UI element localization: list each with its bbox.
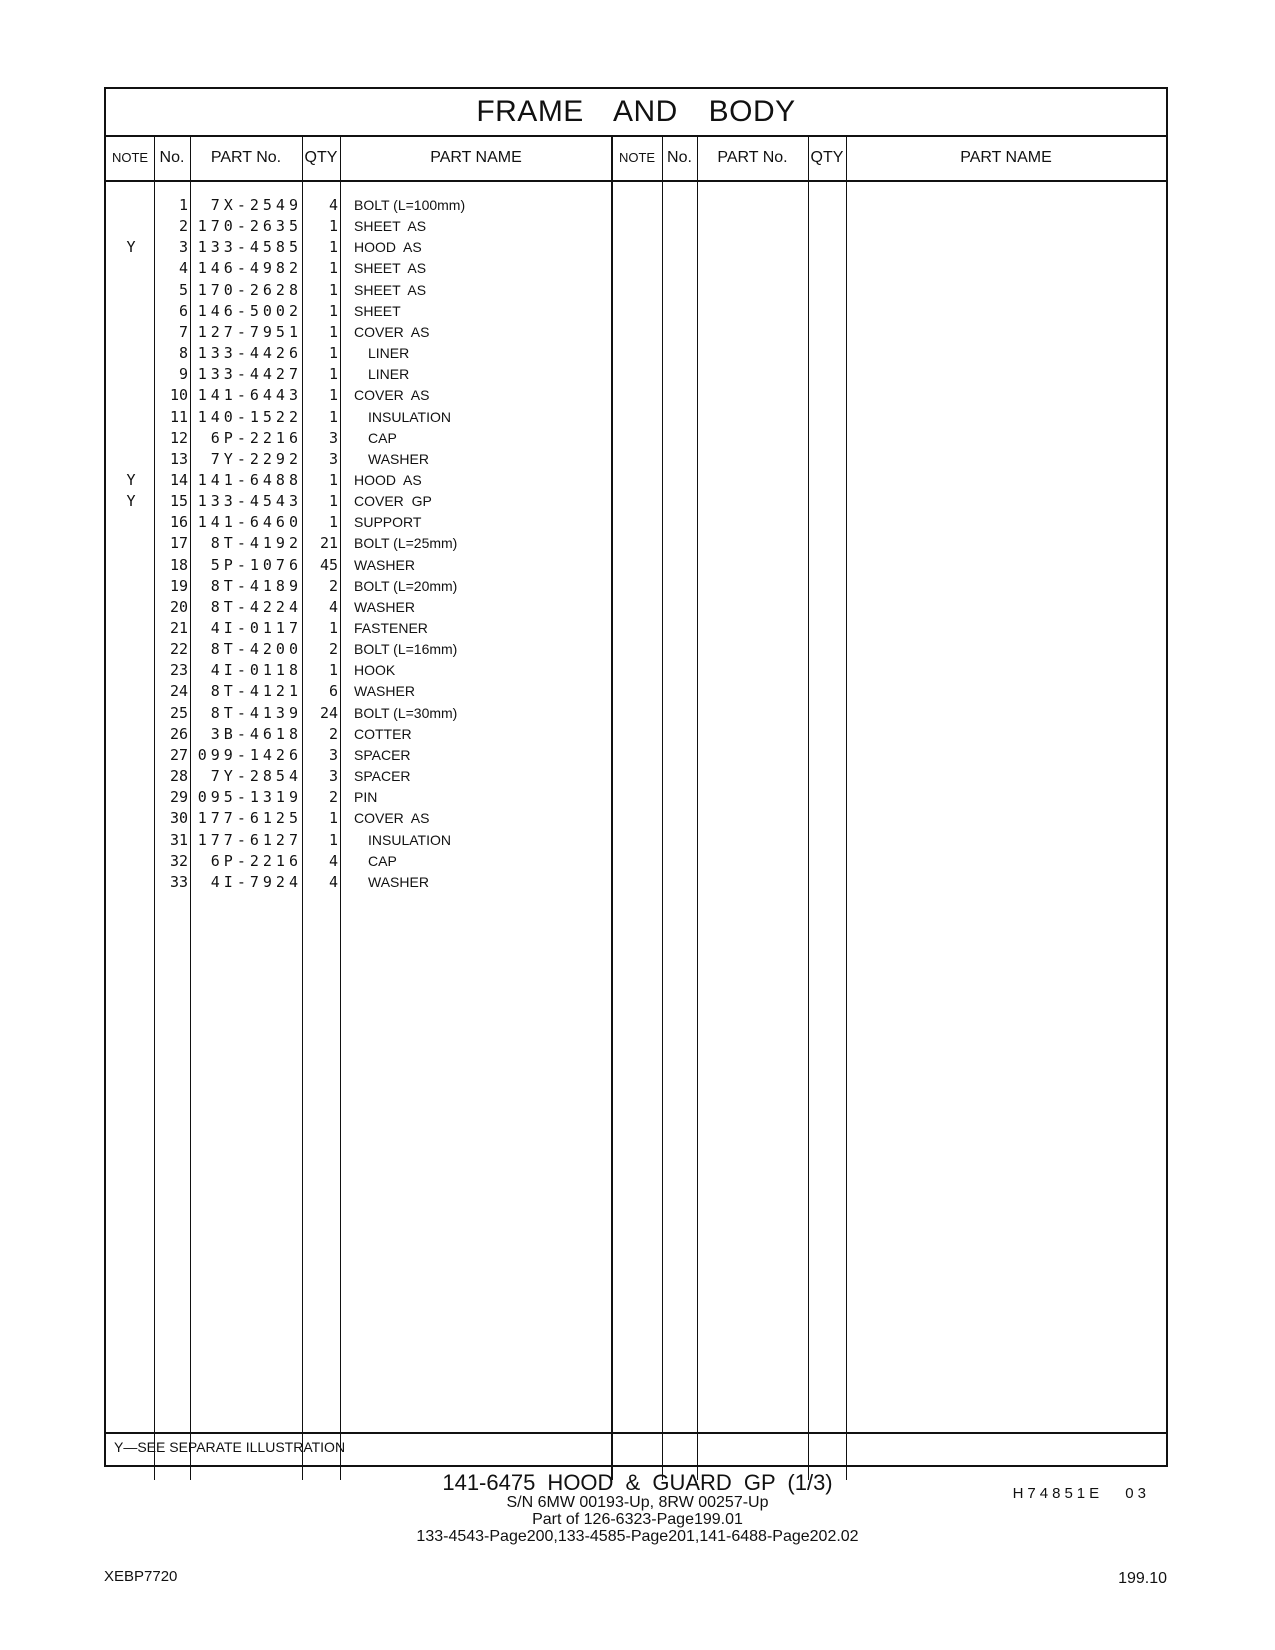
header-qty-right: QTY	[810, 149, 844, 166]
row-quantity: 1	[328, 830, 338, 849]
row-part-name: WASHER	[368, 873, 429, 890]
table-row	[106, 321, 606, 343]
table-row	[106, 744, 606, 766]
row-part-number: 7Y-2292	[210, 449, 302, 468]
row-part-name: HOOD AS	[354, 239, 422, 256]
table-row	[106, 406, 606, 428]
row-part-number: 177-6125	[197, 809, 302, 828]
row-part-number: 170-2635	[197, 217, 302, 236]
row-quantity: 1	[328, 259, 338, 278]
row-part-name: COVER GP	[354, 493, 432, 510]
row-quantity: 1	[328, 407, 338, 426]
table-row	[106, 723, 606, 745]
row-quantity: 1	[328, 470, 338, 489]
row-number: 19	[169, 576, 188, 595]
row-part-number: 8T-4224	[210, 597, 302, 616]
row-part-number: 177-6127	[197, 830, 302, 849]
row-part-number: 133-4426	[197, 344, 302, 363]
row-number: 6	[178, 301, 188, 320]
row-quantity: 4	[328, 851, 338, 870]
row-note: Y	[126, 470, 136, 489]
row-number: 20	[169, 597, 188, 616]
table-row	[106, 363, 606, 385]
table-row	[106, 511, 606, 533]
row-quantity: 4	[328, 196, 338, 214]
row-part-name: BOLT (L=16mm)	[354, 641, 458, 658]
row-part-number: 3B-4618	[210, 724, 302, 743]
row-part-number: 4I-0117	[210, 619, 302, 637]
table-row	[106, 532, 606, 554]
row-quantity: 1	[328, 513, 338, 532]
row-part-name: COVER AS	[354, 387, 430, 404]
row-part-name: COVER AS	[354, 323, 430, 340]
table-row	[106, 342, 606, 364]
document-id: XEBP7720	[104, 1568, 178, 1585]
row-number: 7	[178, 322, 188, 341]
column-divider	[846, 135, 847, 1480]
row-number: 21	[169, 619, 188, 637]
table-row	[106, 680, 606, 702]
row-part-number: 8T-4121	[210, 682, 302, 701]
row-part-name: LINER	[368, 345, 410, 362]
row-number: 8	[178, 344, 188, 363]
row-part-number: 170-2628	[197, 280, 302, 299]
row-quantity: 45	[319, 555, 338, 574]
row-number: 22	[169, 640, 188, 659]
row-part-number: 8T-4139	[210, 703, 302, 722]
row-part-name: SPACER	[354, 746, 411, 763]
column-divider	[662, 135, 663, 1480]
row-quantity: 1	[328, 492, 338, 511]
table-row	[106, 194, 606, 216]
row-number: 28	[169, 767, 188, 786]
row-part-number: 095-1319	[197, 788, 302, 807]
row-quantity: 2	[328, 640, 338, 659]
row-quantity: 1	[328, 217, 338, 236]
row-part-name: SUPPORT	[354, 514, 422, 531]
row-quantity: 1	[328, 238, 338, 257]
row-quantity: 2	[328, 724, 338, 743]
row-number: 10	[169, 386, 188, 405]
table-row	[106, 617, 606, 639]
header-part-name-right: PART NAME	[960, 149, 1052, 166]
note-legend: Y—SEE SEPARATE ILLUSTRATION	[114, 1439, 346, 1455]
row-part-name: FASTENER	[354, 620, 428, 636]
row-quantity: 3	[328, 767, 338, 786]
row-quantity: 24	[319, 703, 338, 722]
row-number: 1	[178, 196, 188, 214]
row-quantity: 1	[328, 280, 338, 299]
header-no-right: No.	[667, 149, 692, 166]
drawing-code: H74851E 03	[1012, 1485, 1150, 1502]
section-title: FRAME AND BODY	[106, 89, 1166, 137]
row-part-number: 6P-2216	[210, 428, 302, 447]
row-number: 14	[169, 470, 188, 489]
header-part-name-left: PART NAME	[430, 149, 522, 166]
row-part-number: 6P-2216	[210, 851, 302, 870]
row-number: 16	[169, 513, 188, 532]
row-part-number: 141-6488	[197, 470, 302, 489]
row-part-name: LINER	[368, 366, 410, 383]
row-quantity: 6	[328, 682, 338, 701]
table-row	[106, 300, 606, 322]
table-row	[106, 257, 606, 279]
row-number: 11	[169, 407, 188, 426]
row-quantity: 1	[328, 301, 338, 320]
row-part-name: BOLT (L=30mm)	[354, 704, 458, 721]
row-quantity: 3	[328, 449, 338, 468]
row-part-name: BOLT (L=100mm)	[354, 197, 466, 213]
page-references: 133-4543-Page200,133-4585-Page201,141-6488-Page202.02	[416, 1528, 859, 1545]
row-quantity: 21	[319, 534, 338, 553]
table-row	[106, 659, 606, 681]
serial-range: S/N 6MW 00193-Up, 8RW 00257-Up	[506, 1494, 769, 1511]
row-number: 30	[169, 809, 188, 828]
row-part-name: COTTER	[354, 725, 412, 742]
row-number: 12	[169, 428, 188, 447]
row-part-name: BOLT (L=25mm)	[354, 535, 458, 552]
header-note-left: NOTE	[111, 150, 149, 165]
row-number: 5	[178, 280, 188, 299]
row-number: 13	[169, 449, 188, 468]
row-part-number: 133-4427	[197, 365, 302, 384]
row-part-name: SHEET	[354, 302, 401, 319]
row-number: 9	[178, 365, 188, 384]
row-part-number: 8T-4192	[210, 534, 302, 553]
row-part-name: SHEET AS	[354, 260, 427, 277]
row-part-name: BOLT (L=20mm)	[354, 577, 458, 594]
table-row	[106, 279, 606, 301]
row-part-name: WASHER	[354, 556, 415, 573]
row-part-number: 133-4585	[197, 238, 302, 257]
row-number: 24	[169, 682, 188, 701]
row-number: 29	[169, 788, 188, 807]
row-part-name: CAP	[368, 852, 397, 869]
row-quantity: 3	[328, 428, 338, 447]
table-row	[106, 829, 606, 851]
row-number: 31	[169, 830, 188, 849]
row-part-name: INSULATION	[368, 831, 451, 848]
row-part-name: SHEET AS	[354, 218, 427, 235]
row-part-number: 7X-2549	[210, 196, 302, 214]
row-quantity: 1	[328, 386, 338, 405]
row-part-number: 141-6443	[197, 386, 302, 405]
row-number: 26	[169, 724, 188, 743]
row-quantity: 2	[328, 788, 338, 807]
row-number: 27	[169, 745, 188, 764]
row-number: 4	[178, 259, 188, 278]
row-part-name: HOOK	[354, 662, 396, 679]
table-row	[106, 871, 606, 893]
row-quantity: 2	[328, 576, 338, 595]
row-part-name: WASHER	[368, 450, 429, 467]
row-part-name: SPACER	[354, 768, 411, 785]
row-part-name: WASHER	[354, 683, 415, 700]
table-row	[106, 786, 606, 808]
parent-reference: Part of 126-6323-Page199.01	[532, 1511, 743, 1528]
table-row	[106, 427, 606, 449]
header-no-left: No.	[159, 149, 185, 166]
column-divider	[808, 135, 809, 1480]
page-number: 199.10	[1118, 1570, 1167, 1587]
table-row	[106, 215, 606, 237]
row-number: 32	[169, 851, 188, 870]
table-row	[106, 575, 606, 597]
table-header	[106, 135, 1166, 182]
row-part-name: CAP	[368, 429, 397, 446]
header-note-right: NOTE	[618, 150, 656, 165]
group-title: 141-6475 HOOD & GUARD GP (1/3)	[442, 1470, 833, 1495]
row-part-name: SHEET AS	[354, 281, 427, 298]
row-part-number: 5P-1076	[210, 555, 302, 574]
table-row	[106, 236, 606, 258]
table-row	[106, 850, 606, 872]
row-part-number: 127-7951	[197, 322, 302, 341]
row-part-number: 8T-4200	[210, 640, 302, 659]
row-part-name: WASHER	[354, 598, 415, 615]
row-quantity: 1	[328, 344, 338, 363]
row-quantity: 4	[328, 872, 338, 891]
row-quantity: 1	[328, 619, 338, 637]
table-row	[106, 554, 606, 576]
footer-divider	[106, 1432, 1166, 1434]
table-row	[106, 469, 606, 491]
row-number: 25	[169, 703, 188, 722]
table-row	[106, 448, 606, 470]
row-part-name: HOOD AS	[354, 471, 422, 488]
row-quantity: 1	[328, 661, 338, 680]
row-number: 3	[178, 238, 188, 257]
row-number: 2	[178, 217, 188, 236]
row-quantity: 3	[328, 745, 338, 764]
row-part-number: 7Y-2854	[210, 767, 302, 786]
table-row	[106, 765, 606, 787]
row-part-number: 099-1426	[197, 745, 302, 764]
table-row	[106, 702, 606, 724]
row-number: 18	[169, 555, 188, 574]
column-divider	[697, 135, 698, 1480]
row-note: Y	[126, 492, 136, 511]
header-qty-left: QTY	[304, 149, 338, 166]
row-part-number: 8T-4189	[210, 576, 302, 595]
row-number: 23	[169, 661, 188, 680]
row-part-number: 133-4543	[197, 492, 302, 511]
row-part-name: INSULATION	[368, 408, 451, 425]
table-row	[106, 596, 606, 618]
row-quantity: 1	[328, 365, 338, 384]
row-number: 15	[169, 492, 188, 511]
row-part-number: 141-6460	[197, 513, 302, 532]
row-part-number: 4I-0118	[210, 661, 302, 680]
row-part-name: COVER AS	[354, 810, 430, 827]
row-part-number: 146-5002	[197, 301, 302, 320]
row-quantity: 4	[328, 597, 338, 616]
row-number: 17	[169, 534, 188, 553]
row-part-name: PIN	[354, 789, 378, 806]
table-row	[106, 490, 606, 512]
row-note: Y	[126, 238, 136, 257]
column-divider-center	[611, 135, 613, 1480]
header-part-no-left: PART No.	[210, 149, 282, 166]
row-part-number: 146-4982	[197, 259, 302, 278]
row-part-number: 4I-7924	[210, 872, 302, 891]
header-part-no-right: PART No.	[717, 149, 788, 166]
table-row	[106, 638, 606, 660]
row-quantity: 1	[328, 322, 338, 341]
row-number: 33	[169, 872, 188, 891]
table-row	[106, 807, 606, 829]
table-row	[106, 384, 606, 406]
row-quantity: 1	[328, 809, 338, 828]
row-part-number: 140-1522	[197, 407, 302, 426]
